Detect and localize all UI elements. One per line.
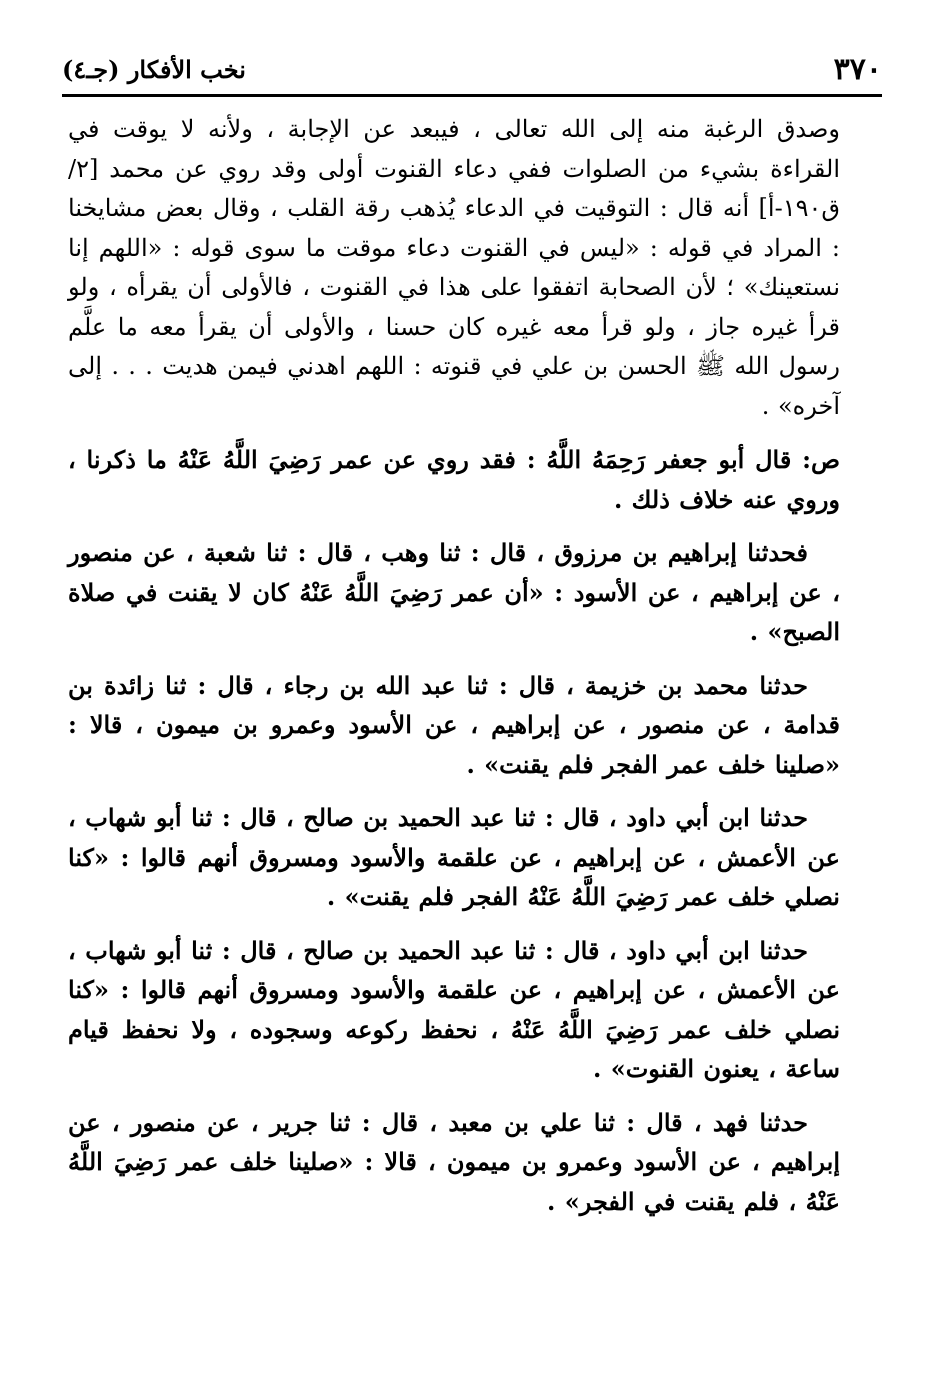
paragraph (68, 666, 840, 785)
paragraph-text: فحدثنا إبراهيم بن مرزوق ، قال : ثنا وهب ، قال : ثنا شعبة ، عن منصور ، عن إبراهيم ، عن الأسود : «أن عمر رَضِيَ اللَّهُ عَنْهُ كان لا يقنت في صلاة الصبح» . (68, 538, 840, 646)
page-number: ٣٧٠ (833, 51, 882, 87)
paragraph (68, 931, 840, 1089)
paragraph-text: حدثنا ابن أبي داود ، قال : ثنا عبد الحميد بن صالح ، قال : ثنا أبو شهاب ، عن الأعمش ، عن إبراهيم ، عن علقمة والأسود ومسروق أنهم قالوا : «كنا نصلي خلف عمر رَضِيَ اللَّهُ عَنْهُ الفجر فلم يقنت» . (68, 803, 840, 911)
paragraph (68, 798, 840, 917)
paragraph (68, 1103, 840, 1222)
paragraph-text: حدثنا فهد ، قال : ثنا علي بن معبد ، قال : ثنا جرير ، عن منصور ، عن إبراهيم ، عن الأسود وعمرو بن ميمون ، قالا : «صلينا خلف عمر رَضِيَ اللَّهُ عَنْهُ ، فلم يقنت في الفجر» . (68, 1107, 840, 1216)
header-divider (62, 94, 882, 97)
paragraph-text: حدثنا ابن أبي داود ، قال : ثنا عبد الحميد بن صالح ، قال : ثنا أبو شهاب ، عن الأعمش ، عن إبراهيم ، عن علقمة والأسود ومسروق أنهم قالوا : «كنا نصلي خلف عمر رَضِيَ اللَّهُ عَنْهُ ، نحفظ ركوعه وسجوده ، ولا نحفظ قيام ساعة ، يعنون القنوت» . (68, 935, 840, 1083)
paragraph-text: وصدق الرغبة منه إلى الله تعالى ، فيبعد عن الإجابة ، ولأنه لا يوقت في القراءة بشيء من الصلوات ففي دعاء القنوت أولى وقد روي عن محمد [٢/ق١٩٠-أ] أنه قال : التوقيت في الدعاء يُذهب رقة القلب ، وقال بعض مشايخنا : المراد في قوله : «ليس في القنوت دعاء موقت ما سوى قوله : «اللهم إنا نستعينك» ؛ لأن الصحابة اتفقوا على هذا في القنوت ، فالأولى أن يقرأه ، ولو قرأ غيره جاز ، ولو قرأ معه غيره كان حسنا ، والأولى أن يقرأ معه ما علَّم رسول الله ﷺ الحسن بن علي في قنوته : اللهم اهدني فيمن هديت . . . إلى آخره» . (68, 115, 840, 420)
paragraph-text: حدثنا محمد بن خزيمة ، قال : ثنا عبد الله بن رجاء ، قال : ثنا زائدة بن قدامة ، عن منصور ، عن إبراهيم ، عن الأسود وعمرو بن ميمون ، قالا : «صلينا خلف عمر الفجر فلم يقنت» . (68, 670, 840, 779)
paragraph (68, 533, 840, 652)
book-title: نخب الأفكار (جـ٤) (62, 54, 246, 84)
paragraph (68, 440, 840, 519)
running-header (62, 46, 882, 92)
page-body (68, 110, 840, 1221)
paragraph-text: ص: قال أبو جعفر رَحِمَهُ اللَّهُ : فقد روي عن عمر رَضِيَ اللَّهُ عَنْهُ ما ذكرنا ، وروي عنه خلاف ذلك . (68, 445, 840, 514)
paragraph (68, 110, 840, 426)
